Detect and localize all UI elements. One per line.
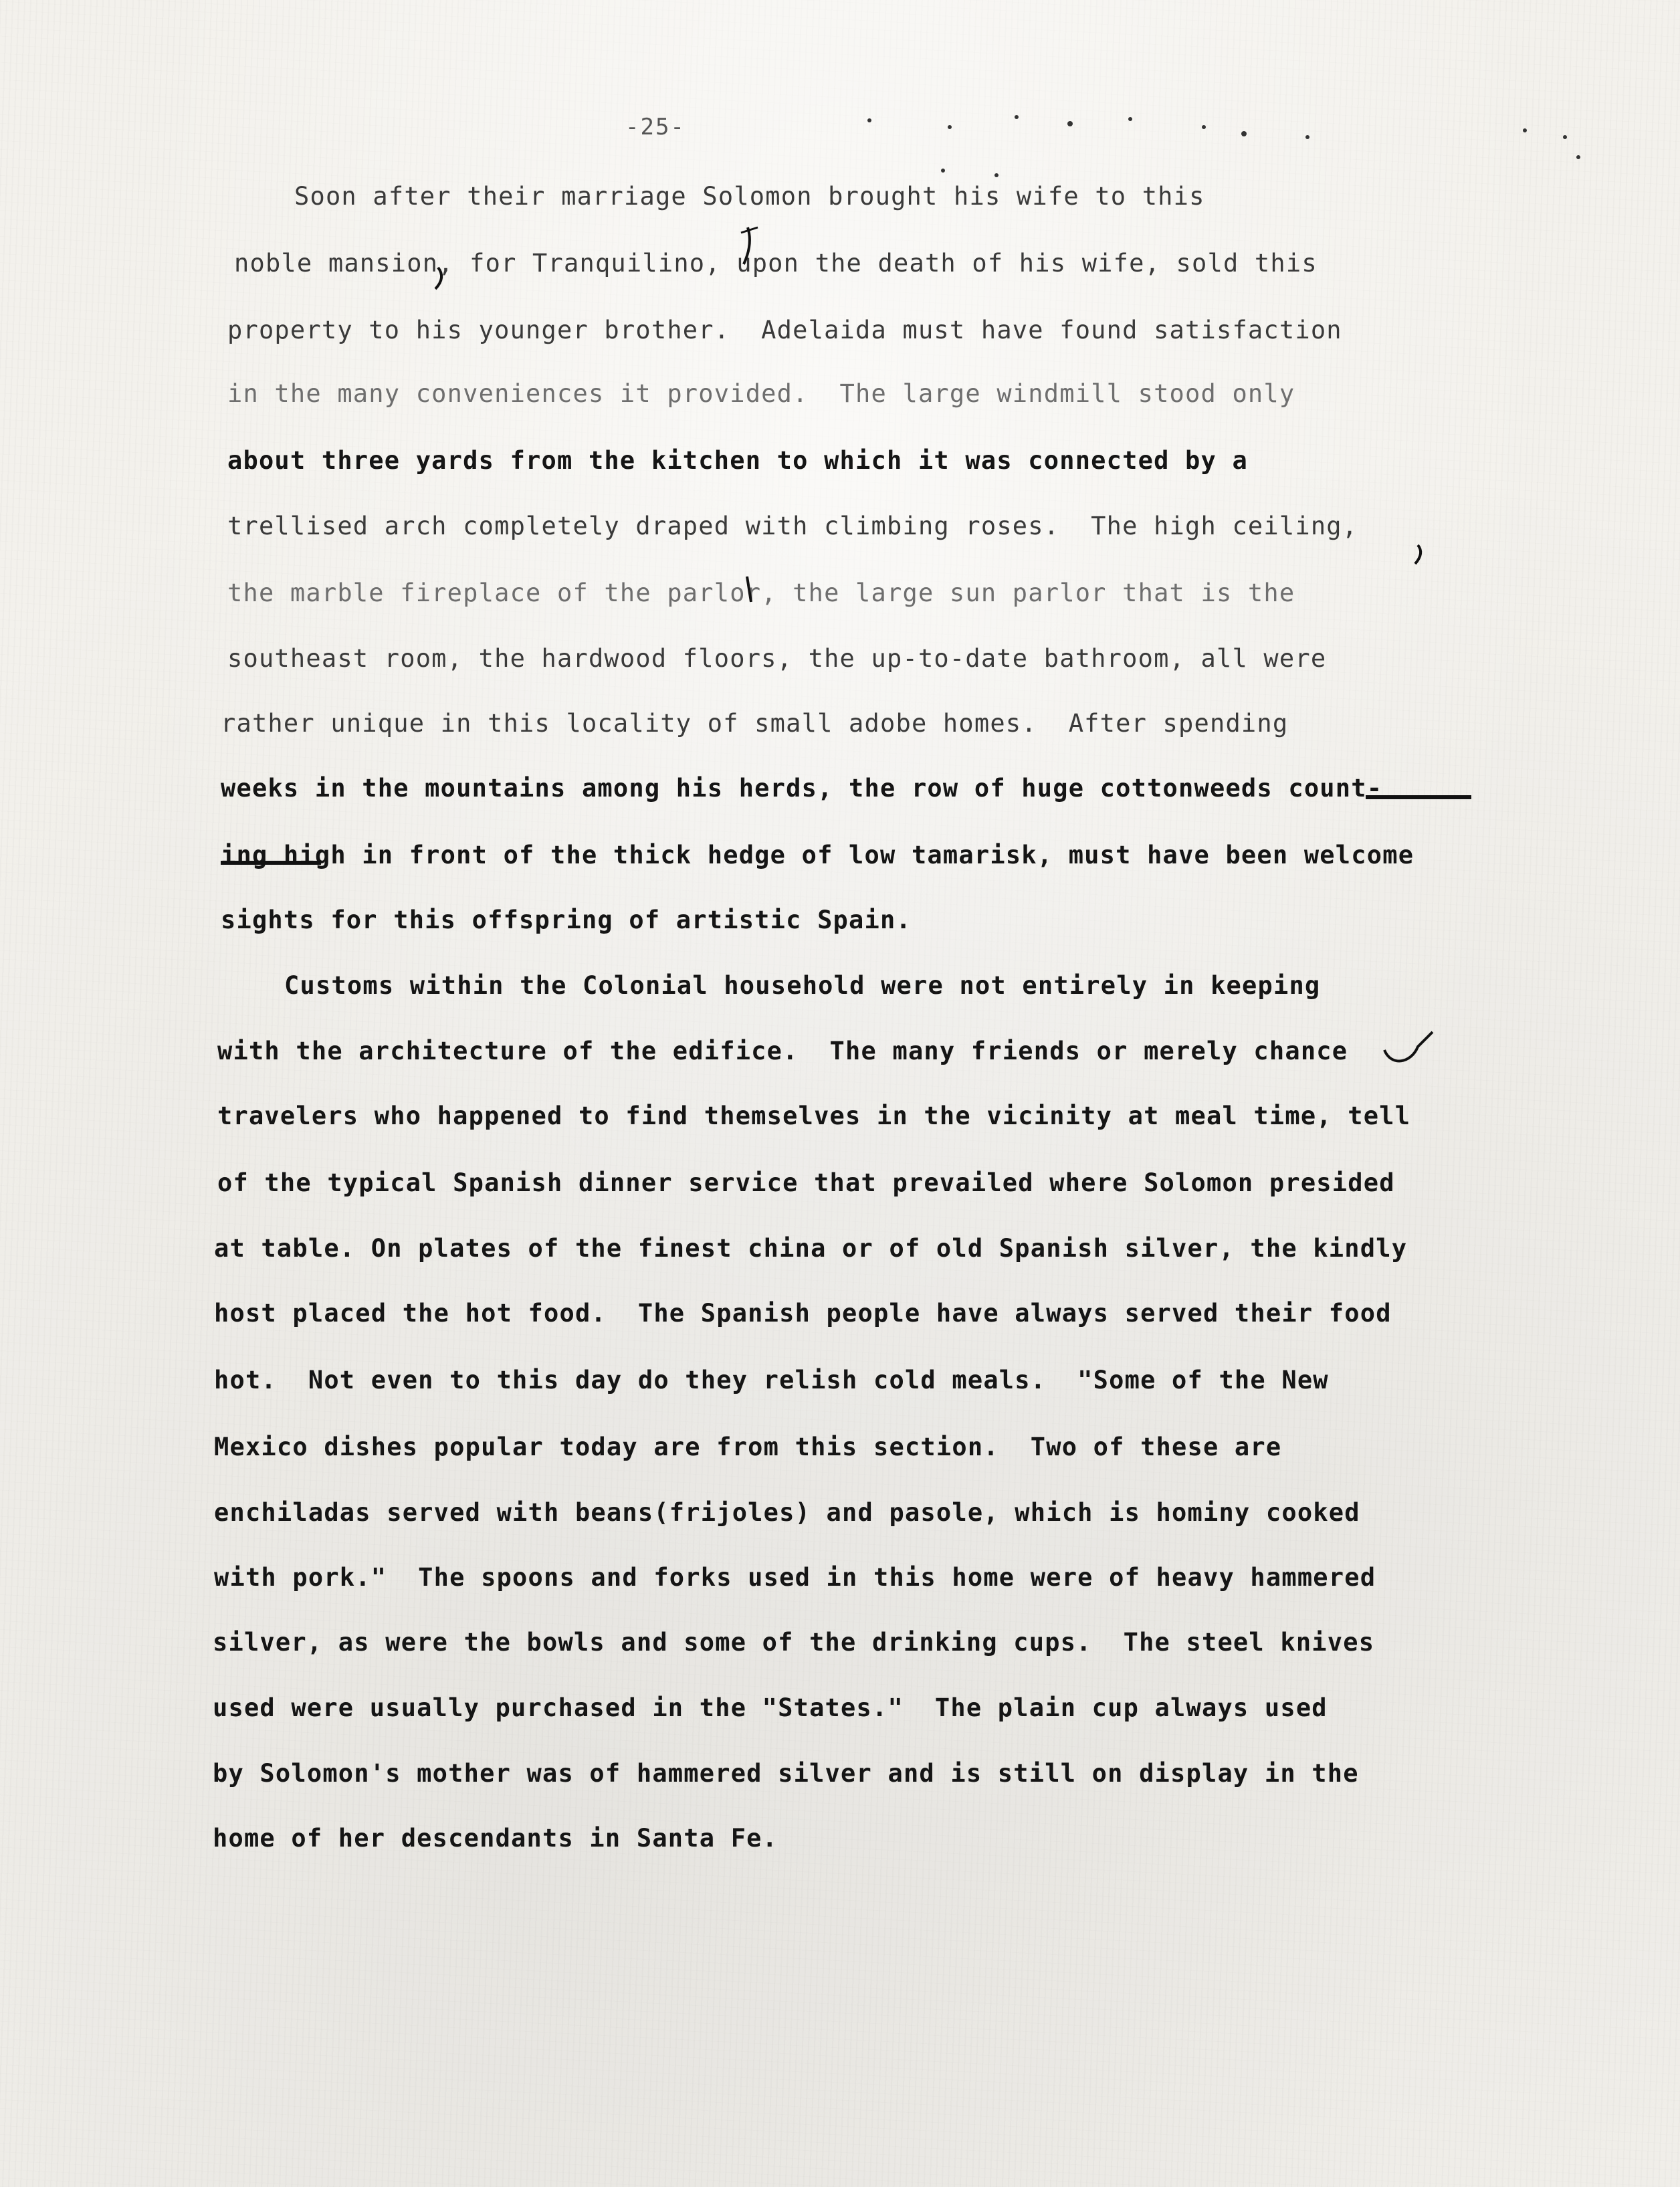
text-line-6: trellised arch completely draped with climbing roses. The high ceiling,	[227, 512, 1358, 540]
text-line-23: silver, as were the bowls and some of the drinking cups. The steel knives	[213, 1628, 1375, 1657]
page-number: -25-	[625, 114, 686, 140]
text-line-13: Customs within the Colonial household were not entirely in keeping	[284, 971, 1321, 1000]
text-line-25: by Solomon's mother was of hammered silver and is still on display in the	[213, 1759, 1359, 1788]
text-line-2: noble mansion, for Tranquilino, upon the death of his wife, sold this	[234, 249, 1318, 278]
text-line-10: weeks in the mountains among his herds, the row of huge cottonweeds count-	[221, 774, 1383, 803]
text-line-14: with the architecture of the edifice. The many friends or merely chance	[217, 1037, 1348, 1065]
text-line-17: at table. On plates of the finest china or of old Spanish silver, the kindly	[214, 1234, 1408, 1263]
text-line-20: Mexico dishes popular today are from this section. Two of these are	[214, 1433, 1282, 1461]
text-line-3: property to his younger brother. Adelaida must have found satisfaction	[227, 316, 1342, 344]
text-line-4: in the many conveniences it provided. The large windmill stood only	[227, 379, 1295, 408]
text-line-26: home of her descendants in Santa Fe.	[213, 1824, 778, 1853]
text-line-18: host placed the hot food. The Spanish people have always served their food	[214, 1299, 1392, 1328]
text-line-8: southeast room, the hardwood floors, the up-to-date bathroom, all were	[227, 644, 1327, 673]
ink-specks	[0, 0, 1680, 268]
text-line-11: ing high in front of the thick hedge of low tamarisk, must have been welcome	[221, 841, 1414, 869]
text-line-16: of the typical Spanish dinner service that prevailed where Solomon presided	[217, 1168, 1395, 1197]
text-line-7: the marble fireplace of the parlor, the large sun parlor that is the	[227, 579, 1295, 607]
text-line-12: sights for this offspring of artistic Spain.	[221, 906, 912, 934]
text-line-1: Soon after their marriage Solomon brought his wife to this	[294, 182, 1205, 211]
text-line-15: travelers who happened to find themselves in the vicinity at meal time, tell	[217, 1102, 1411, 1130]
text-line-5: about three yards from the kitchen to which it was connected by a	[227, 446, 1248, 475]
text-line-9: rather unique in this locality of small adobe homes. After spending	[221, 709, 1289, 738]
text-line-21: enchiladas served with beans(frijoles) and pasole, which is hominy cooked	[214, 1498, 1360, 1527]
text-line-22: with pork." The spoons and forks used in this home were of heavy hammered	[214, 1563, 1376, 1592]
text-line-19: hot. Not even to this day do they relish cold meals. "Some of the New	[214, 1366, 1329, 1394]
text-line-24: used were usually purchased in the "States." The plain cup always used	[213, 1693, 1328, 1722]
